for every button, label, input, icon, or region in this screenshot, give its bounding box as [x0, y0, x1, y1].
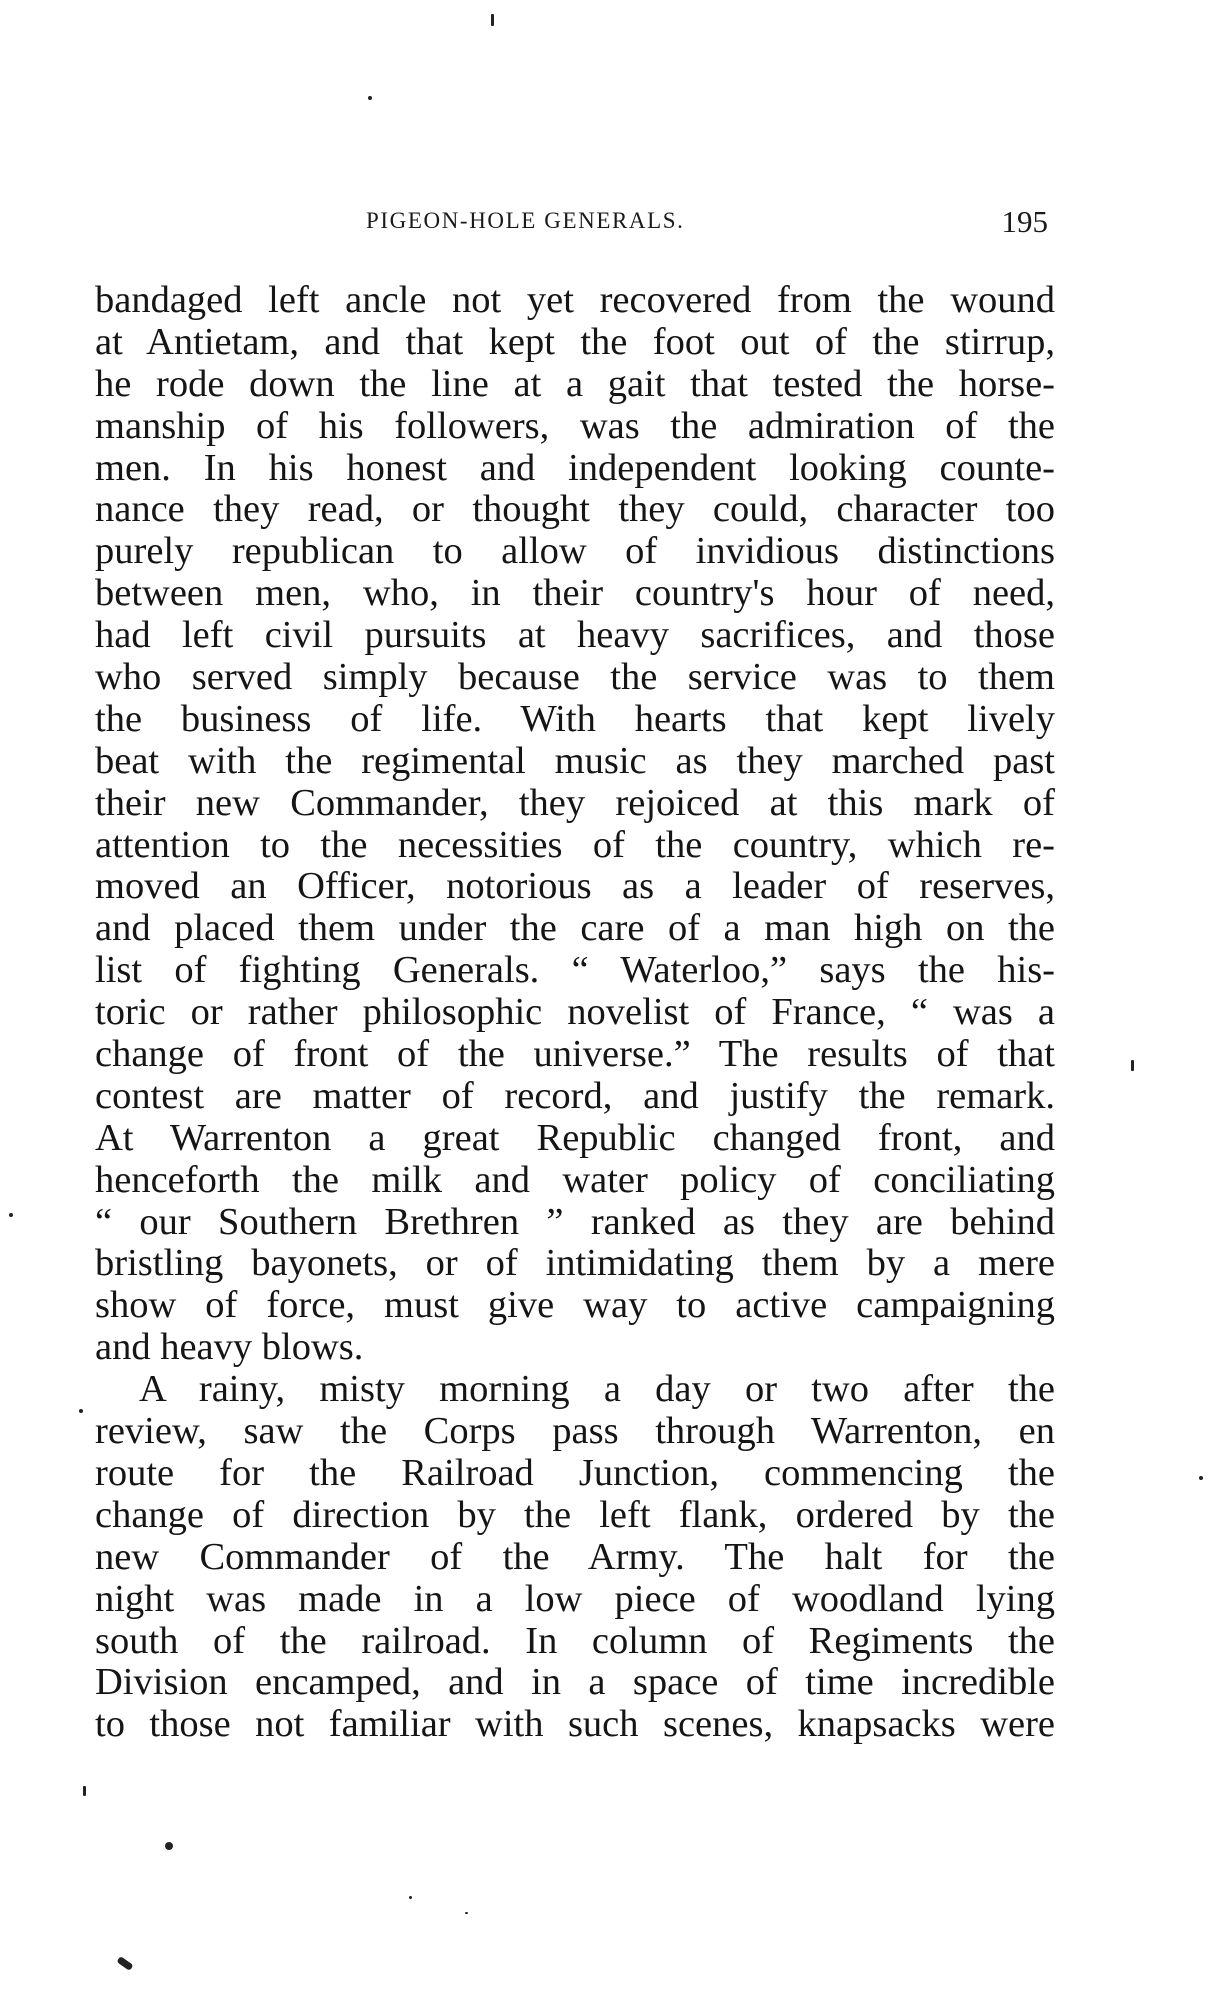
text-line: review, saw the Corps pass through Warrenton, en: [95, 1410, 1055, 1453]
body-text: [95, 280, 1055, 1746]
text-line: and placed them under the care of a man high on the: [95, 907, 1055, 950]
text-line: bristling bayonets, or of intimidating them by a mere: [95, 1242, 1055, 1285]
text-line: had left civil pursuits at heavy sacrifices, and those: [95, 614, 1055, 657]
text-line: their new Commander, they rejoiced at this mark of: [95, 781, 1055, 824]
scan-speck: [368, 96, 372, 100]
paragraph-start-line: A rainy, misty morning a day or two after the: [139, 1368, 1055, 1411]
text-line: show of force, must give way to active campaigning: [95, 1284, 1055, 1327]
scan-speck: [116, 1956, 133, 1971]
text-line: toric or rather philosophic novelist of France, “ was a: [95, 991, 1055, 1034]
scan-speck: [409, 1896, 412, 1899]
scan-speck: [1131, 1060, 1134, 1071]
text-line: nance they read, or thought they could, character too: [95, 488, 1055, 531]
scan-speck: [9, 1213, 13, 1217]
text-line: new Commander of the Army. The halt for the: [95, 1535, 1055, 1578]
text-line: purely republican to allow of invidious distinctions: [95, 530, 1055, 573]
text-line: bandaged left ancle not yet recovered from the wound: [95, 279, 1055, 321]
scan-speck: [83, 1786, 86, 1796]
text-line: at Antietam, and that kept the foot out of the stirrup,: [95, 320, 1055, 363]
text-line: list of fighting Generals. “ Waterloo,” says the his-: [95, 949, 1055, 992]
text-line: south of the railroad. In column of Regiments the: [95, 1619, 1055, 1662]
text-line: At Warrenton a great Republic changed front, and: [95, 1116, 1055, 1159]
text-line: the business of life. With hearts that kept lively: [95, 697, 1055, 740]
text-line: men. In his honest and independent looking counte-: [95, 446, 1055, 489]
text-line: between men, who, in their country's hour of need,: [95, 572, 1055, 615]
text-line: “ our Southern Brethren ” ranked as they are behind: [95, 1200, 1055, 1243]
text-line: attention to the necessities of the country, which re-: [95, 823, 1055, 866]
text-line: he rode down the line at a gait that tested the horse-: [95, 362, 1055, 405]
text-line: who served simply because the service was to them: [95, 656, 1055, 699]
text-line: henceforth the milk and water policy of conciliating: [95, 1158, 1055, 1201]
scan-speck: [491, 14, 494, 26]
text-line: manship of his followers, was the admiration of the: [95, 404, 1055, 447]
text-line: contest are matter of record, and justify the remark.: [95, 1074, 1055, 1117]
scan-speck: [1199, 1476, 1203, 1480]
text-line: route for the Railroad Junction, commencing the: [95, 1451, 1055, 1494]
scan-speck: [165, 1842, 173, 1850]
text-line: beat with the regimental music as they marched past: [95, 739, 1055, 782]
text-line: night was made in a low piece of woodland lying: [95, 1577, 1055, 1620]
running-title: PIGEON-HOLE GENERALS.: [366, 208, 685, 233]
page-number: 195: [1001, 204, 1048, 239]
text-line: change of direction by the left flank, ordered by the: [95, 1493, 1055, 1536]
scan-speck: [79, 1409, 83, 1413]
running-head: [96, 204, 1056, 248]
text-line: change of front of the universe.” The results of that: [95, 1033, 1055, 1076]
text-line: to those not familiar with such scenes, knapsacks were: [95, 1703, 1055, 1746]
paragraph-end-line: and heavy blows.: [95, 1326, 364, 1369]
text-line: moved an Officer, notorious as a leader of reserves,: [95, 865, 1055, 908]
text-line: Division encamped, and in a space of time incredible: [95, 1661, 1055, 1704]
scan-speck: [465, 1912, 468, 1914]
